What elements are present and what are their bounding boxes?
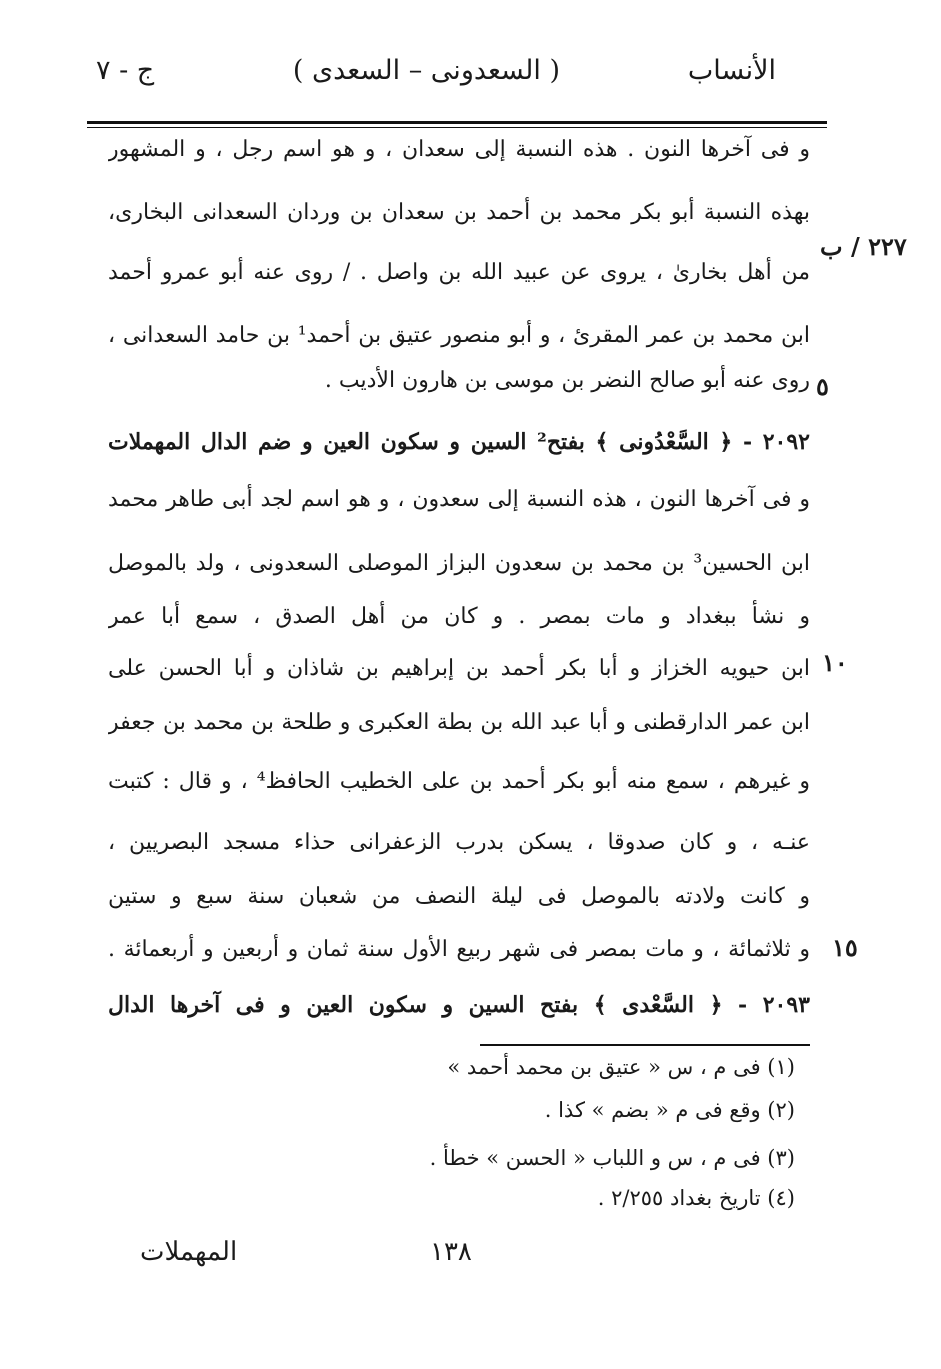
volume-number: ج - ٧	[96, 55, 155, 86]
footnote-rule	[480, 1044, 810, 1046]
body-line-7: و فی آخرها النون ، هذه النسبة إلى سعدون ، و هو اسم لجد أبی طاهر محمد	[108, 487, 810, 512]
entry-heading-2092: ٢٠٩٢ - ﴿ السَّعْدُونی ﴾ بفتح² السین و سکون العین و ضم الدال المهملات	[108, 429, 810, 455]
header-rule-thin	[87, 127, 827, 128]
body-line-2: بهذه النسبة أبو بکر محمد بن أحمد بن سعدان بن وردان السعدانی البخاری،	[108, 200, 810, 225]
body-line-13: عنـه ، و کان صدوقا ، یسکن بدرب الزعفرانی حذاء مسجد البصریین ،	[108, 830, 810, 855]
entry-heading-2093: ٢٠٩٣ - ﴿ السَّعْدی ﴾ بفتح السین و سکون العین و فی آخرها الدال	[108, 992, 810, 1018]
page-number: ١٣٨	[430, 1237, 472, 1267]
body-line-12: و غیرهم ، سمع منه أبو بکر أحمد بن علی الخطیب الحافظ⁴ ، و قال : کتبت	[108, 769, 810, 794]
body-line-14: و کانت ولادته بالموصل فی لیلة النصف من شعبان سنة سبع و ستین	[108, 884, 810, 909]
footnote-3: (٣) فی م ، س و اللباب « الحسن » خطأ .	[429, 1146, 795, 1170]
line-number-5: ٥	[816, 372, 829, 401]
header-rule-thick	[87, 121, 827, 124]
footnote-1: (١) فی م ، س « عتیق بن محمد أحمد »	[447, 1055, 795, 1079]
body-line-3: من أهل بخاریٰ ، یروی عن عبید الله بن واصل . / روی عنه أبو عمرو أحمد	[108, 260, 810, 285]
body-line-9: و نشأ ببغداد و مات بمصر . و کان من أهل الصدق ، سمع أبا عمر	[108, 604, 810, 629]
section-heading: ( السعدونی – السعدی )	[292, 55, 560, 86]
body-line-11: ابن عمر الدارقطنی و أبا عبد الله بن بطة العکبری و طلحة بن محمد بن جعفر	[108, 710, 810, 735]
body-line-15: و ثلاثمائة ، و مات بمصر فی شهر ربیع الأول سنة ثمان و أربعین و أربعمائة .	[108, 937, 810, 962]
footnote-2: (٢) وقع فی م « بضم » کذا .	[544, 1098, 795, 1122]
body-line-10: ابن حیویه الخزاز و أبا بکر أحمد بن إبراهیم بن شاذان و أبا الحسن علی	[108, 656, 810, 681]
folio-marker: ٢٢٧ / ب	[820, 232, 907, 261]
body-line-4: ابن محمد بن عمر المقرئ ، و أبو منصور عتیق بن أحمد¹ بن حامد السعدانی ،	[108, 323, 810, 348]
body-line-8: ابن الحسین³ بن محمد بن سعدون البزاز الموصلی السعدونی ، ولد بالموصل	[108, 551, 810, 576]
body-line-1: و فی آخرها النون . هذه النسبة إلى سعدان ، و هو اسم رجل ، و المشهور	[108, 137, 810, 162]
body-line-5: روی عنه أبو صالح النضر بن موسی بن هارون الأدیب .	[324, 368, 810, 393]
footnote-4: (٤) تاریخ بغداد ٢/٢٥٥ .	[597, 1186, 795, 1210]
footer-label: المهملات	[140, 1237, 238, 1267]
line-number-10: ١٠	[822, 648, 848, 677]
book-title: الأنساب	[687, 55, 776, 86]
line-number-15: ١٥	[832, 933, 858, 962]
